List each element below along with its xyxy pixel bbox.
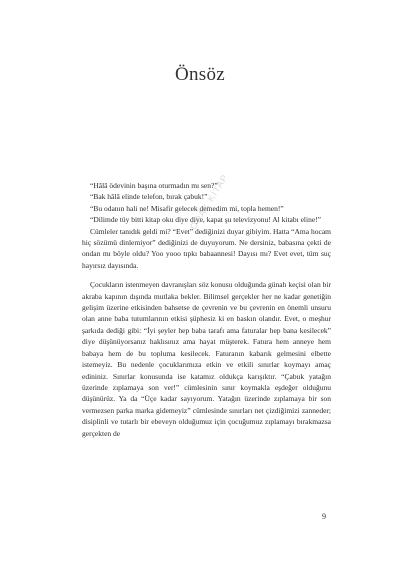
chapter-title: Önsöz: [174, 64, 226, 85]
paragraph: Çocukların istenmeyen davranışları söz konusu olduğunda günah keçisi olan bir akraba kapının dışında mutlaka bekler. Bilimsel gerçekler her ne kadar genetiğin gelişim üzerine etkisinden bahsetse de çevrenin ve bu çevrenin en önemli unsuru olan anne baba tutumlarının etkisi şüphesiz ki en baskın olandır. Evet, o meşhur şarkıda dediği gibi: “İyi şeyler hep baba tarafı ama faturalar hep bana kesilecek” diye düşünüyorsanız haklısınız ama hayat müşterek. Fatura hem anneye hem babaya hem de bu topluma kesilecek. Faturanın kabarık gelmesini elbette istemeyiz. Bu nedenle çocuklarımıza etkin ve etkili sınırlar koymayı amaç edininiz. Sınırlar konusunda ise katamız oldukça karışıktır. “Çabuk yatağın üzerinde zıplamaya son ver!” cümlesinin sınır koymakla eşdeğer olduğunu düşünürüz. Ya da “Üçe kadar sayıyorum. Yatağın üzerinde zıplamaya bir son vermezsen parka marka gidemeyiz” cümlesinde sınırları net çizdiğimizi zanneder; disiplinli ve tutarlı bir ebeveyn olduğumuz için çocuğumuz zıplamayı bırakmazsa gerçekten de: [82, 280, 331, 438]
chapter-body: [82, 180, 331, 439]
paragraph: “Bak hâlâ elinde telefon, bırak çabuk!”: [90, 192, 208, 202]
paragraph: “Dilimde tüy bitti kitap oku diye diye, kapat şu televizyonu! Al kitabı eline!”: [90, 215, 321, 225]
paragraph: Cümleler tanıdık geldi mi? “Evet” dediğinizi duyar gibiyim. Hatta “Ama hocam hiç sözümü dinlemiyor” dediğinizi de duyuyorum. Ne dersiniz, babasına çekti de ondan mı böyle oldu? Yoo yooo tıpkı babaannesi! Dayısı mı? Evet evet, tüm suç hayırsız dayısında.: [82, 226, 331, 270]
watermark: ODAK KİTAP: [188, 172, 231, 232]
page-number: 9: [322, 512, 326, 521]
paragraph: “Hâlâ ödevinin başına oturmadın mı sen?”: [90, 181, 218, 190]
paragraph: “Bu odanın hali ne! Misafir gelecek demedim mi, topla hemen!”: [90, 203, 284, 213]
